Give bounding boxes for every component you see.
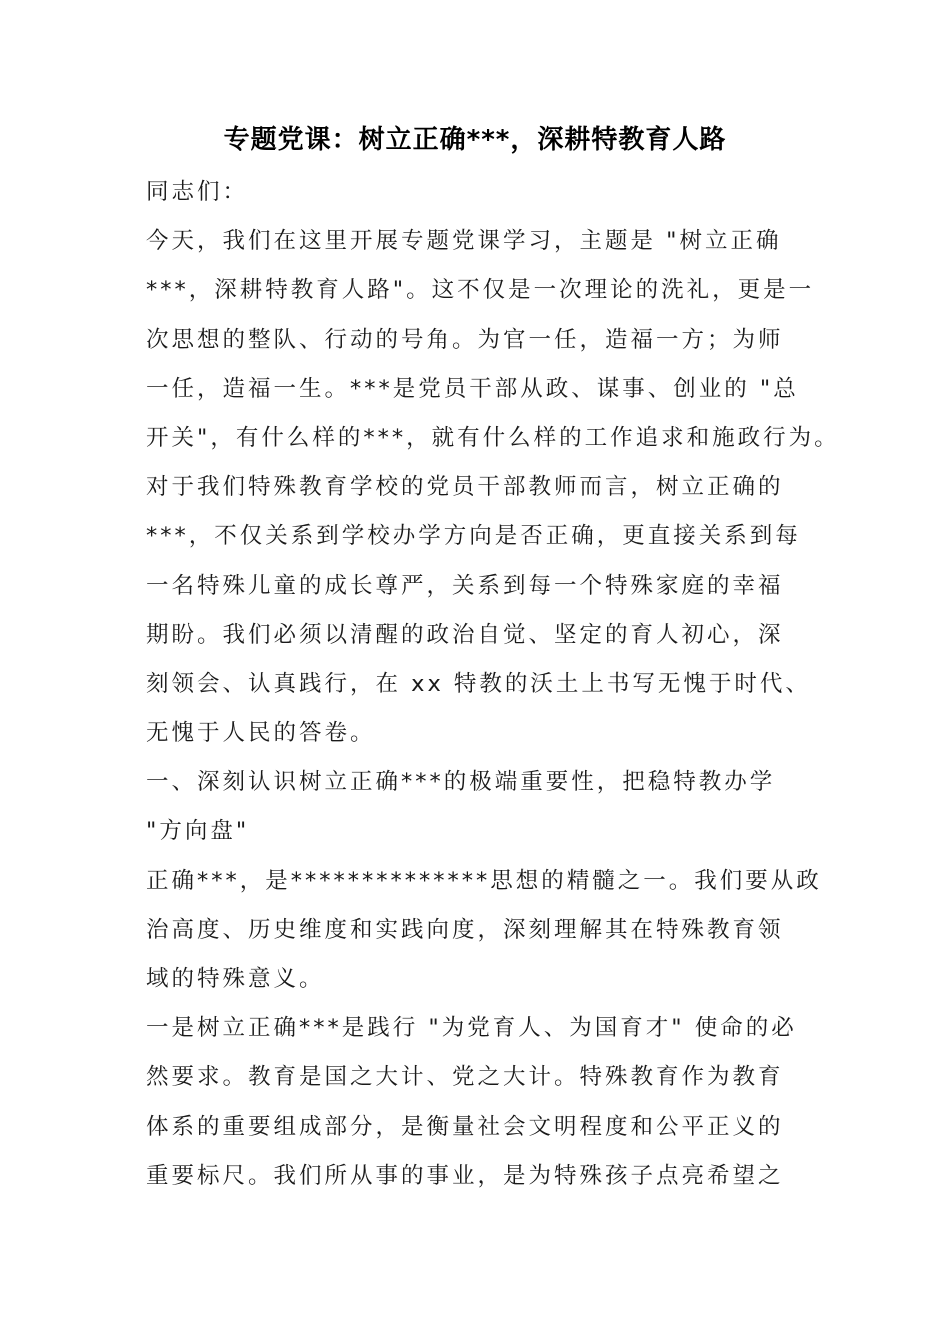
paragraph-line: 一名特殊儿童的成长尊严，关系到每一个特殊家庭的幸福: [146, 572, 784, 599]
paragraph-line: 无愧于人民的答卷。: [146, 720, 376, 747]
paragraph-line: 刻领会、认真践行，在 xx 特教的沃土上书写无愧于时代、: [146, 670, 811, 697]
paragraph-line: 对于我们特殊教育学校的党员干部教师而言，树立正确的: [146, 474, 784, 501]
section-heading-line: 一、深刻认识树立正确***的极端重要性，把稳特教办学: [146, 769, 776, 796]
document-body: [146, 168, 840, 1201]
paragraph-line: 开关"，有什么样的***，就有什么样的工作追求和施政行为。: [146, 424, 840, 451]
paragraph-line: ***，不仅关系到学校办学方向是否正确，更直接关系到每: [146, 523, 801, 550]
paragraph-line: 重要标尺。我们所从事的事业，是为特殊孩子点亮希望之: [146, 1162, 784, 1189]
paragraph-line: 一是树立正确***是践行 "为党育人、为国育才" 使命的必: [146, 1015, 797, 1042]
paragraph-line: 治高度、历史维度和实践向度，深刻理解其在特殊教育领: [146, 916, 784, 943]
paragraph-line: 次思想的整队、行动的号角。为官一任，造福一方；为师: [146, 326, 784, 353]
document-title: 专题党课：树立正确***，深耕特教育人路: [223, 125, 727, 155]
paragraph-line: ***，深耕特教育人路"。这不仅是一次理论的洗礼，更是一: [146, 277, 815, 304]
section-heading-line: "方向盘": [146, 818, 250, 845]
paragraph-line: 正确***，是**************思想的精髓之一。我们要从政: [146, 867, 822, 894]
paragraph-line: 域的特殊意义。: [146, 966, 325, 992]
paragraph-line: 期盼。我们必须以清醒的政治自觉、坚定的育人初心，深: [146, 621, 784, 648]
paragraph-line: 一任，造福一生。***是党员干部从政、谋事、创业的 "总: [146, 375, 799, 402]
paragraph-line: 今天，我们在这里开展专题党课学习，主题是 "树立正确: [146, 228, 782, 255]
paragraph-line: 体系的重要组成部分，是衡量社会文明程度和公平正义的: [146, 1113, 784, 1140]
salutation-line: 同志们：: [146, 179, 249, 205]
paragraph-line: 然要求。教育是国之大计、党之大计。特殊教育作为教育: [146, 1064, 784, 1091]
